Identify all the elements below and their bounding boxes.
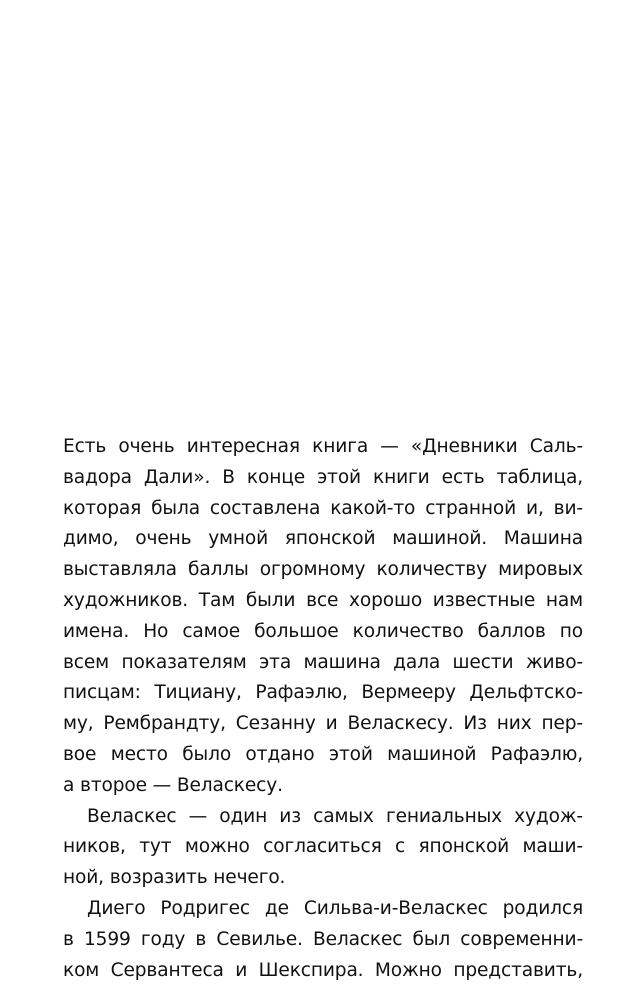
text-line: художников. Там были все хорошо известные нам [63,589,583,611]
text-line: в 1599 году в Севилье. Веласкес был современни- [63,928,583,950]
text-line: которая была составлена какой-то странной и, ви- [63,497,583,519]
body-text [63,432,583,986]
text-line: всем показателям эта машина дала шести живо- [63,651,583,673]
text-line: ников, тут можно согласиться с японской маши- [63,836,583,858]
text-line: писцам: Тициану, Рафаэлю, Вермееру Дельфтско- [63,682,583,704]
text-line: выставляла баллы огромному количеству мировых [63,559,583,581]
paragraph-2 [63,802,583,894]
text-line: Есть очень интересная книга — «Дневники Саль- [63,436,583,457]
paragraph-3 [63,894,583,986]
text-line: имена. Но самое большое количество баллов по [63,620,583,642]
text-line: ной, возразить нечего. [63,867,286,889]
text-line: Веласкес — один из самых гениальных худож- [87,805,583,827]
paragraph-1 [63,432,583,802]
text-line: а второе — Веласкесу. [63,774,283,796]
text-line: вадора Дали». В конце этой книги есть таблица, [63,466,583,488]
text-line: Диего Родригес де Сильва-и-Веласкес родился [87,897,583,919]
text-line: вое место было отдано этой машиной Рафаэлю, [63,743,583,765]
text-line: ком Сервантеса и Шекспира. Можно представить, [63,959,583,981]
text-line: му, Рембрандту, Сезанну и Веласкесу. Из них пер- [63,713,583,735]
text-line: димо, очень умной японской машиной. Машина [63,528,583,550]
